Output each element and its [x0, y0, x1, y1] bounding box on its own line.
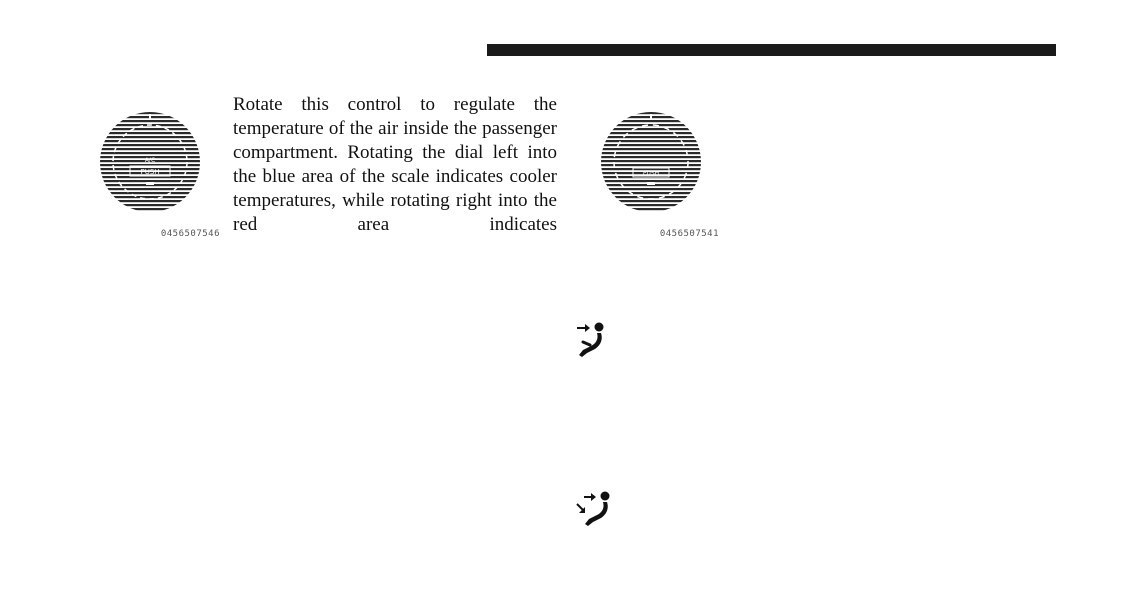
temperature-dial-figure: [78, 96, 224, 242]
mode-dial-illustration: [577, 96, 723, 242]
body-paragraph: Rotate this control to regulate the temperature of the air inside the passenger compartment. Rotating the dial left into the blue area of the scale indicates cooler temperatures, while rotating right into the red area indicates: [233, 94, 557, 235]
figure-id: 0456507546: [160, 229, 220, 239]
mode-dial-figure: [577, 96, 723, 242]
svg-text:PUSH: PUSH: [140, 168, 160, 176]
header-bar: [487, 44, 1056, 56]
temperature-dial-illustration: [78, 96, 224, 242]
panel-mode-icon: [575, 320, 609, 360]
bi-level-mode-icon: [575, 489, 613, 529]
svg-text:PUSH: PUSH: [642, 170, 660, 177]
svg-text:A/C: A/C: [144, 157, 156, 164]
figure-id: 0456507541: [659, 229, 719, 239]
